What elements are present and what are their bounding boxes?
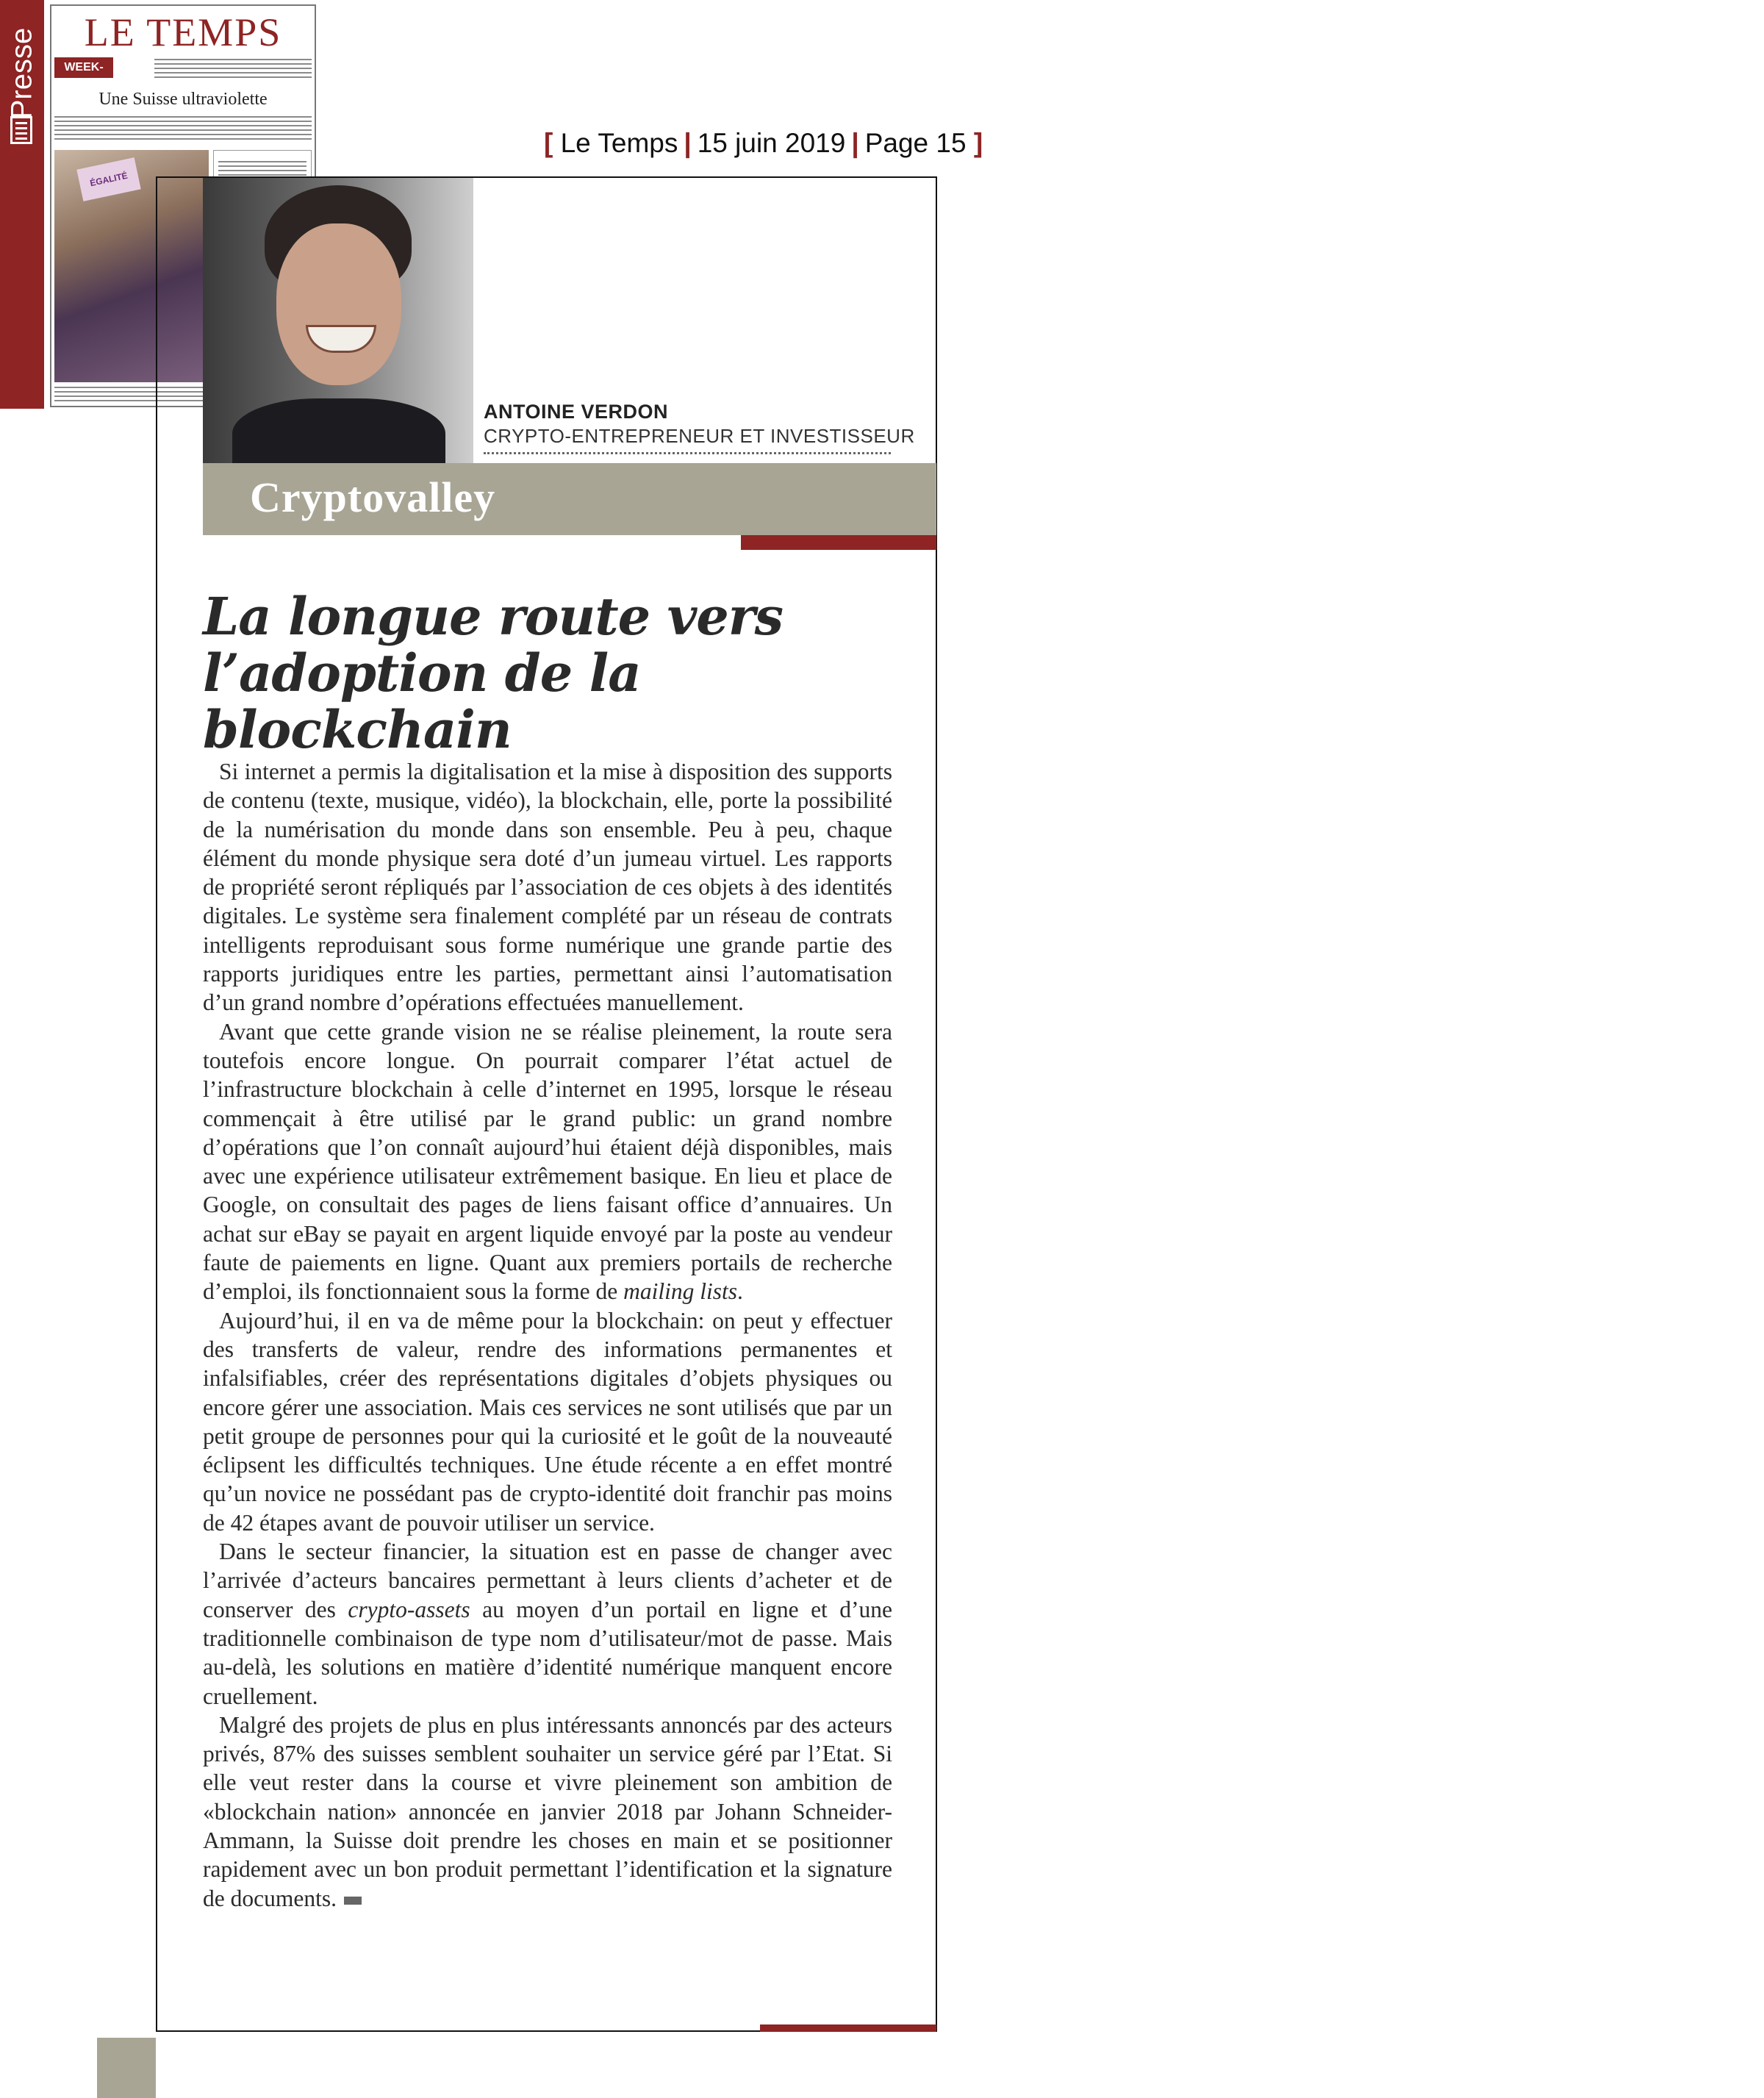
headline-line-2: l’adoption de la blockchain (203, 642, 641, 760)
grey-corner-block (97, 2038, 156, 2098)
headline-line-1: La longue route vers (203, 586, 784, 647)
rubric-label: Cryptovalley (250, 473, 496, 521)
paragraph-2-text: Avant que cette grande vision ne se réalise pleinement, la route sera toutefois encore longue. On pourrait comparer l’état actuel de l’infrastructure blockchain à celle d’internet en 1995, lorsque le réseau commençait à être utilisé par le grand public: un grand nombre d’opérations que l’on connaît aujourd’hui étaient déjà disponibles, mais avec une expérience utilisateur extrêmement basique. En lieu et place de Google, on consultait des pages de liens faisant office d’annuaires. Un achat sur eBay se payait en argent liquide envoyé par la poste au vendeur faute de paiements en ligne. Quant aux premiers portails de recherche d’emploi, ils fonctionnaient sous la forme de (203, 1018, 892, 1305)
end-of-article-mark (344, 1897, 362, 1905)
thumbnail-photo-sign: ÉGALITÉ (76, 157, 140, 201)
paragraph-2-emphasis: mailing lists (623, 1278, 738, 1305)
separator: | (851, 128, 859, 158)
author-name: ANTOINE VERDON (484, 401, 669, 423)
thumbnail-masthead: LE TEMPS (84, 10, 282, 54)
red-accent-bar (741, 535, 936, 550)
thumbnail-section-badge: WEEK-END (54, 57, 113, 78)
author-role: CRYPTO-ENTREPRENEUR ET INVESTISSEUR (484, 425, 915, 447)
author-dotted-rule (484, 452, 891, 454)
paragraph-4 (203, 1537, 892, 1711)
paragraph-4-emphasis: crypto-assets (348, 1596, 470, 1622)
presse-side-tab[interactable] (0, 0, 44, 409)
article-body (203, 757, 892, 1913)
bracket-close: ] (973, 128, 983, 158)
source-publication: Le Temps (560, 128, 678, 158)
source-line (544, 128, 983, 159)
paragraph-2-end: . (737, 1278, 743, 1305)
portrait-shirt (232, 398, 445, 463)
presse-label: Presse (5, 27, 38, 120)
article-headline (203, 588, 908, 758)
paragraph-5 (203, 1711, 892, 1913)
separator: | (684, 128, 692, 158)
author-portrait (203, 178, 473, 463)
thumbnail-teaser-lines (154, 59, 312, 79)
paragraph-4-text: Dans le secteur financier, la situation est en passe de changer avec l’arrivée d’acteurs bancaires permettant à leurs clients d’acheter et de conserver des (203, 1539, 892, 1622)
source-page: Page 15 (864, 128, 967, 158)
portrait-face (276, 223, 401, 385)
bracket-open: [ (544, 128, 553, 158)
thumbnail-intro-lines (54, 116, 312, 143)
thumbnail-headline: Une Suisse ultraviolette (98, 90, 268, 109)
paragraph-4-end: au moyen d’un portail en ligne et d’une traditionnelle combinaison de type nom d’utilisateur/mot de passe. Mais au-delà, les solutions en matière d’identité numérique manquent encore cruellement. (203, 1596, 892, 1709)
paragraph-5-text: Malgré des projets de plus en plus intéressants annoncés par des acteurs privés, 87% des suisses semblent souhaiter un service géré par l’Etat. Si elle veut rester dans la course et vivre pleinement son ambition de «blockchain nation» annoncée en janvier 2018 par Johann Schneider-Ammann, la Suisse doit prendre les choses en main et se positionner rapidement avec un bon produit permettant l’identification et la signature de documents. (203, 1711, 892, 1911)
paragraph-2 (203, 1017, 892, 1306)
paragraph-3: Aujourd’hui, il en va de même pour la blockchain: on peut y effectuer des transferts de valeur, rendre des informations permanentes et infalsifiables, créer des représentations digitales d’objets physiques ou encore gérer une association. Mais ces services ne sont utilisés que par un petit groupe de personnes pour qui la curiosité et le goût de la nouveauté éclipsent les difficultés techniques. Une étude récente a en effet montré qu’un novice ne possédant pas de crypto-identité doit franchir pas moins de 42 étapes avant de pouvoir utiliser un service. (203, 1307, 892, 1536)
newspaper-icon (10, 116, 32, 144)
red-accent-bar-bottom (760, 2024, 936, 2032)
source-date: 15 juin 2019 (697, 128, 846, 158)
paragraph-1: Si internet a permis la digitalisation et la mise à disposition des supports de contenu (texte, musique, vidéo), la blockchain, elle, porte la possibilité de la numérisation du monde dans son ensemble. Peu à peu, chaque élément du monde physique sera doté d’un jumeau virtuel. Les rapports de propriété seront répliqués par l’association de ces objets à des identités digitales. Le système sera finalement complété par un réseau de contrats intelligents reproduisant sous forme numérique une grande partie des rapports juridiques entre les parties, permettant ainsi l’automatisation d’un grand nombre d’opérations effectuées manuellement. (203, 759, 892, 1016)
